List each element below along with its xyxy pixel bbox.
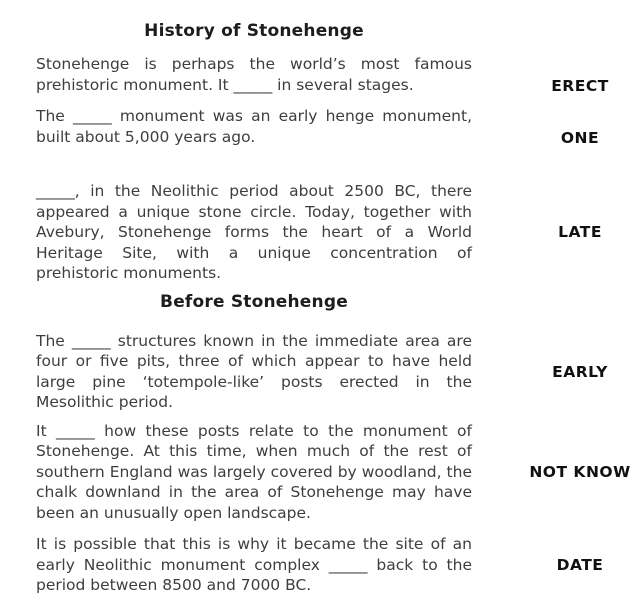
exercise-row-2 xyxy=(36,106,640,147)
answer-word-date: DATE xyxy=(556,555,604,574)
answer-word-erect: ERECT xyxy=(551,76,609,95)
answer-word-not-know: NOT KNOW xyxy=(529,462,631,481)
exercise-text-4: The _____ structures known in the immediate area are four or five pits, three of which appear to have held large pine ‘totempole-like’ posts erected in the Mesolithic period. xyxy=(36,331,472,411)
exercise-row-5 xyxy=(36,421,640,524)
exercise-row-6 xyxy=(36,534,640,596)
exercise-row-1 xyxy=(36,54,640,95)
answer-word-one: ONE xyxy=(560,128,600,147)
exercise-text-2: The _____ monument was an early henge monument, built about 5,000 years ago. xyxy=(36,107,472,146)
exercise-text-5: It _____ how these posts relate to the monument of Stonehenge. At this time, when much of the rest of southern England was largely covered by woodland, the chalk downland in the area of Stonehenge may have been an unusually open landscape. xyxy=(36,421,472,522)
section-heading: Before Stonehenge xyxy=(160,291,348,312)
answer-word-late: LATE xyxy=(558,223,602,242)
document-title: History of Stonehenge xyxy=(144,21,364,41)
answer-word-early: EARLY xyxy=(552,362,608,381)
exercise-row-3 xyxy=(36,181,640,284)
exercise-text-6: It is possible that this is why it became the site of an early Neolithic monument complex _____ back to the period between 8500 and 7000 BC. xyxy=(36,535,472,594)
exercise-row-4 xyxy=(36,331,640,413)
exercise-text-3: _____, in the Neolithic period about 2500 BC, there appeared a unique stone circle. Today, together with Avebury, Stonehenge forms the heart of a World Heritage Site, with a unique concentration of prehistoric monuments. xyxy=(36,182,472,282)
exercise-text-1: Stonehenge is perhaps the world’s most famous prehistoric monument. It _____ in several stages. xyxy=(36,55,472,94)
